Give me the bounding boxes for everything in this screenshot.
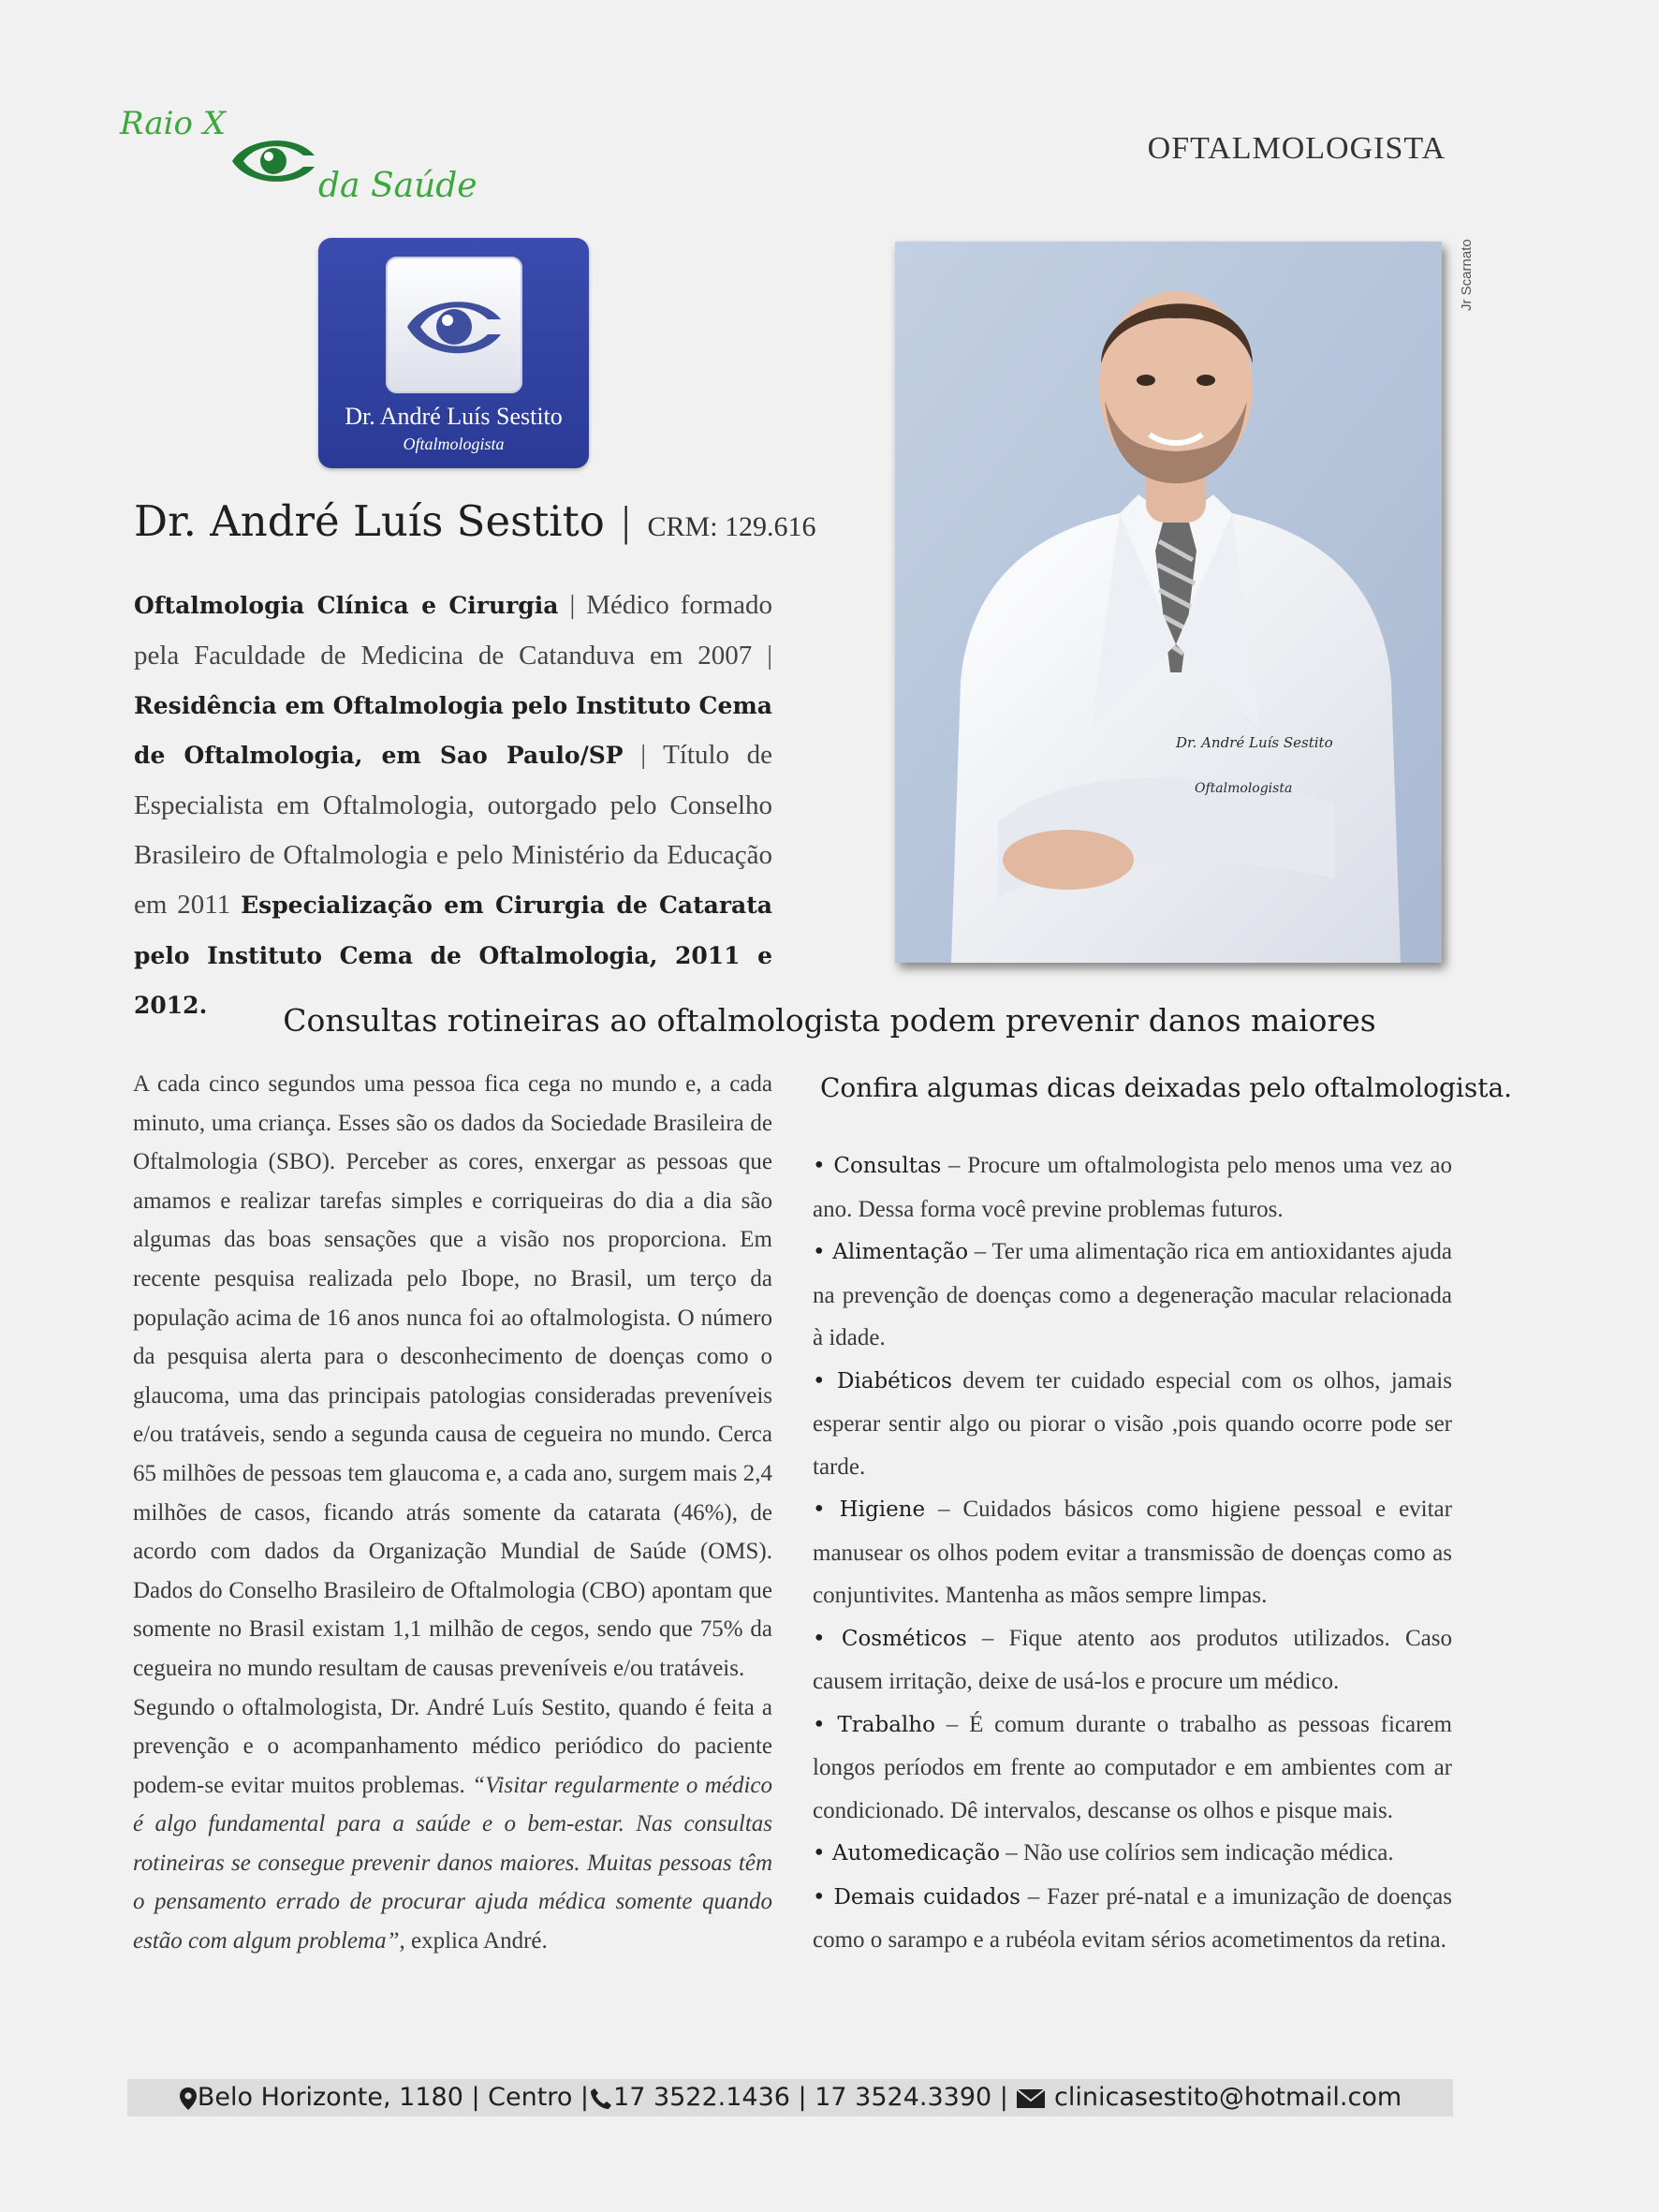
doctor-photo bbox=[895, 242, 1442, 963]
tip-text: – Não use colírios sem indicação médica. bbox=[999, 1840, 1394, 1865]
phone-icon bbox=[589, 2087, 613, 2111]
tip-text: – É comum durante o trabalho as pessoas ficarem longos períodos em frente ao computador e em ambientes com ar condicionado. Dê intervalos, descanse os olhos e pisque mais. bbox=[813, 1711, 1452, 1823]
tip-item-trabalho bbox=[813, 1703, 1452, 1833]
section-label: OFTALMOLOGISTA bbox=[1147, 131, 1446, 166]
tip-item-alimentacao bbox=[813, 1231, 1452, 1360]
bio-specialty: Oftalmologia Clínica e Cirurgia bbox=[134, 592, 559, 619]
article-body bbox=[133, 1065, 772, 1961]
tip-title: Alimentação bbox=[832, 1240, 969, 1264]
tip-bullet: • bbox=[813, 1884, 834, 1910]
article-headline: Consultas rotineiras ao oftalmologista podem prevenir danos maiores bbox=[283, 1002, 1376, 1039]
tip-text: – Procure um oftalmologista pelo menos uma vez ao ano. Dessa forma você previne problemas futuros. bbox=[813, 1153, 1452, 1222]
contact-footer bbox=[127, 2079, 1453, 2116]
doctor-heading bbox=[134, 496, 816, 546]
tip-title: Consultas bbox=[833, 1154, 942, 1178]
tip-bullet: • bbox=[813, 1240, 833, 1264]
doctor-crm: CRM: 129.616 bbox=[647, 511, 816, 542]
tip-item-consultas bbox=[813, 1144, 1452, 1231]
tip-bullet: • bbox=[813, 1626, 842, 1651]
phone-numbers: 17 3522.1436 | 17 3524.3390 | bbox=[613, 2083, 1008, 2112]
tip-item-diabeticos bbox=[813, 1360, 1452, 1489]
doctor-portrait bbox=[895, 242, 1442, 963]
article-paragraph-1: A cada cinco segundos uma pessoa fica cega no mundo e, a cada minuto, uma criança. Esses são os dados da Sociedade Brasileira de Oftalmologia (SBO). Perceber as cores, enxergar as pessoas que amamos e realizar tarefas simples e corriqueiras do dia a dia são algumas das boas sensações que a visão nos proporciona. Em recente pesquisa realizada pelo Ibope, no Brasil, um terço da população acima de 16 anos nunca foi ao oftalmologista. O número da pesquisa alerta para o desconhecimento de doenças como o glaucoma, uma das principais patologias consideradas preveníveis e/ou tratáveis, sendo a segunda causa de cegueira no mundo. Cerca 65 milhões de pessoas tem glaucoma e, a cada ano, surgem mais 2,4 milhões de casos, ficando atrás somente da catarata (46%), de acordo com dados da Organização Mundial de Saúde (OMS). Dados do Conselho Brasileiro de Oftalmologia (CBO) apontam que somente no Brasil existam 1,1 milhão de cegos, sendo que 75% da cegueira no mundo resultam de causas preveníveis e/ou tratáveis. bbox=[133, 1071, 772, 1681]
map-pin-icon bbox=[179, 2087, 198, 2111]
coat-embroidery-name: Dr. André Luís Sestito bbox=[1176, 734, 1333, 751]
tips-heading: Confira algumas dicas deixadas pelo oftalmologista. bbox=[820, 1072, 1513, 1103]
tip-bullet: • bbox=[813, 1497, 840, 1522]
p2-end: , explica André. bbox=[399, 1928, 548, 1954]
address-text: Belo Horizonte, 1180 | Centro | bbox=[197, 2083, 590, 2112]
tip-title: Trabalho bbox=[837, 1712, 935, 1737]
tip-text: – Ter uma alimentação rica em antioxidantes ajuda na prevenção de doenças como a degeneração macular relacionada à idade. bbox=[813, 1239, 1452, 1350]
clinic-logo bbox=[318, 238, 589, 468]
bio-specialization: Especialização em Cirurgia de Catarata pelo Instituto Cema de Oftalmologia, 2011 e 2012. bbox=[134, 891, 772, 1020]
tip-title: Cosméticos bbox=[841, 1626, 967, 1651]
photo-credit: Jr Scarnato bbox=[1459, 239, 1475, 311]
p2-start: Segundo o oftalmologista, Dr. André Luís Sestito, quando é feita a prevenção e o acompanhamento médico periódico do paciente podem-se evitar muitos problemas. bbox=[133, 1694, 772, 1798]
tip-item-higiene bbox=[813, 1488, 1452, 1617]
tip-bullet: • bbox=[813, 1712, 838, 1737]
tip-title: Demais cuidados bbox=[833, 1884, 1020, 1910]
mail-icon bbox=[1016, 2088, 1046, 2109]
bio-residency: Residência em Oftalmologia pelo Instituto Cema de Oftalmologia, em Sao Paulo/SP bbox=[134, 691, 772, 770]
article-paragraph-2 bbox=[133, 1688, 772, 1961]
doctor-quote: “Visitar regularmente o médico é algo fundamental para a saúde e o bem-estar. Nas consultas rotineiras se consegue prevenir danos maiores. Muitas pessoas têm o pensamento errado de procurar ajuda médica somente quando estão com algum problema” bbox=[133, 1772, 773, 1954]
brand-line-1: Raio X bbox=[120, 105, 227, 142]
brand-line-2: da Saúde bbox=[318, 167, 477, 205]
tips-list bbox=[813, 1144, 1452, 1962]
tip-title: Diabéticos bbox=[836, 1368, 952, 1394]
tip-bullet: • bbox=[813, 1841, 832, 1865]
doctor-bio bbox=[134, 581, 772, 1031]
coat-embroidery-specialty: Oftalmologista bbox=[1195, 781, 1293, 796]
tip-bullet: • bbox=[813, 1368, 837, 1394]
tip-text: – Cuidados básicos como higiene pessoal e evitar manusear os olhos podem evitar a transmissão de doenças como as conjuntivites. Mantenha as mãos sempre limpas. bbox=[813, 1497, 1452, 1608]
logo-specialty: Oftalmologista bbox=[403, 435, 505, 453]
tip-text: – Fazer pré-natal e a imunização de doenças como o sarampo e a rubéola evitam sérios acometimentos da retina. bbox=[813, 1883, 1452, 1953]
eye-logo-icon bbox=[228, 131, 318, 187]
logo-name: Dr. André Luís Sestito bbox=[345, 403, 563, 430]
tip-text: – Fique atento aos produtos utilizados. Caso causem irritação, deixe de usá-los e procure um médico. bbox=[813, 1625, 1452, 1694]
logo-eye-tile bbox=[386, 257, 522, 393]
tip-item-cosmeticos bbox=[813, 1617, 1452, 1703]
tip-text: devem ter cuidado especial com os olhos, jamais esperar sentir algo ou piorar o visão ,pois quando ocorre pode ser tarde. bbox=[813, 1367, 1452, 1480]
tip-title: Higiene bbox=[839, 1497, 926, 1522]
eye-icon bbox=[404, 288, 505, 364]
email-link[interactable]: clinicasestito@hotmail.com bbox=[1054, 2083, 1402, 2112]
doctor-name: Dr. André Luís Sestito bbox=[134, 496, 605, 546]
bio-text-1: | Médico formado pela Faculdade de Medicina de Catanduva em 2007 | bbox=[134, 590, 773, 671]
tip-title: Automedicação bbox=[831, 1841, 1000, 1865]
tip-bullet: • bbox=[813, 1154, 834, 1178]
contact-line bbox=[127, 2079, 1453, 2116]
tip-item-demais-cuidados bbox=[813, 1876, 1452, 1962]
heading-separator: | bbox=[622, 498, 631, 545]
tip-item-automedicacao bbox=[813, 1832, 1452, 1876]
bio-text-2: | Título de Especialista em Oftalmologia, outorgado pelo Conselho Brasileiro de Oftalmologia e pelo Ministério da Educação em 2011 bbox=[134, 740, 772, 920]
